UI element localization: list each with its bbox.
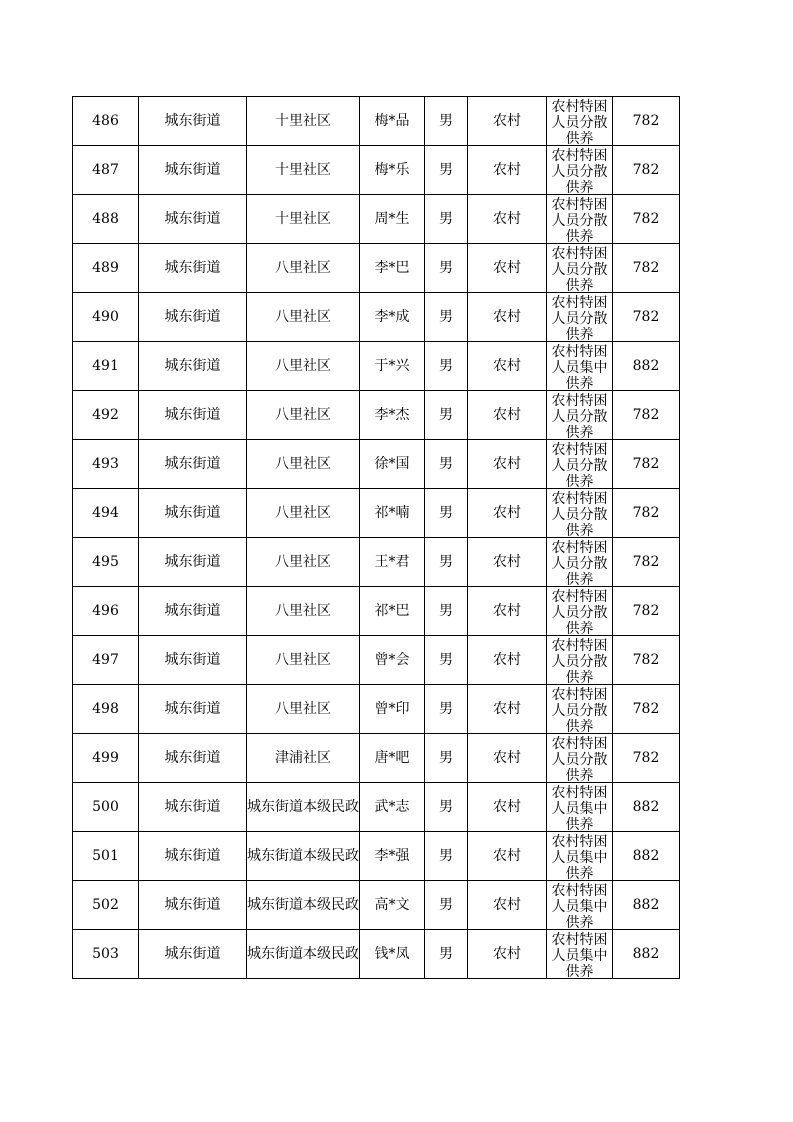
row-number-cell: 496 <box>73 587 139 636</box>
person-name-cell: 唐*吧 <box>360 734 425 783</box>
gender-cell: 男 <box>425 783 468 832</box>
support-category-cell <box>547 97 613 146</box>
support-category-cell <box>547 244 613 293</box>
community-cell: 八里社区 <box>247 489 360 538</box>
area-type-cell: 农村 <box>468 636 547 685</box>
row-number-cell: 488 <box>73 195 139 244</box>
amount-cell: 782 <box>613 489 680 538</box>
gender-cell: 男 <box>425 930 468 979</box>
row-number-cell: 502 <box>73 881 139 930</box>
support-category-text: 农村特困人员分散供养 <box>551 245 608 292</box>
support-category-text: 农村特困人员分散供养 <box>551 686 608 733</box>
support-category-text: 农村特困人员分散供养 <box>551 147 608 194</box>
amount-cell: 782 <box>613 440 680 489</box>
roster-body <box>73 97 680 979</box>
amount-cell: 882 <box>613 881 680 930</box>
street-cell: 城东街道 <box>139 440 247 489</box>
row-number-cell: 501 <box>73 832 139 881</box>
area-type-cell: 农村 <box>468 391 547 440</box>
street-cell: 城东街道 <box>139 538 247 587</box>
area-type-cell: 农村 <box>468 538 547 587</box>
table-row <box>73 195 680 244</box>
area-type-cell: 农村 <box>468 734 547 783</box>
support-category-text: 农村特困人员分散供养 <box>551 392 608 439</box>
row-number-cell: 486 <box>73 97 139 146</box>
person-name-cell: 高*文 <box>360 881 425 930</box>
amount-cell: 782 <box>613 146 680 195</box>
area-type-cell: 农村 <box>468 195 547 244</box>
gender-cell: 男 <box>425 244 468 293</box>
support-category-text: 农村特困人员分散供养 <box>551 637 608 684</box>
row-number-cell: 487 <box>73 146 139 195</box>
person-name-cell: 于*兴 <box>360 342 425 391</box>
community-cell: 八里社区 <box>247 391 360 440</box>
gender-cell: 男 <box>425 538 468 587</box>
area-type-cell: 农村 <box>468 293 547 342</box>
area-type-cell: 农村 <box>468 97 547 146</box>
support-category-cell <box>547 146 613 195</box>
street-cell: 城东街道 <box>139 97 247 146</box>
person-name-cell: 李*成 <box>360 293 425 342</box>
support-category-cell <box>547 636 613 685</box>
table-row <box>73 881 680 930</box>
street-cell: 城东街道 <box>139 342 247 391</box>
support-category-text: 农村特困人员集中供养 <box>551 833 608 880</box>
street-cell: 城东街道 <box>139 734 247 783</box>
community-cell: 八里社区 <box>247 293 360 342</box>
support-category-cell <box>547 832 613 881</box>
area-type-cell: 农村 <box>468 930 547 979</box>
amount-cell: 782 <box>613 97 680 146</box>
area-type-cell: 农村 <box>468 146 547 195</box>
community-cell: 十里社区 <box>247 195 360 244</box>
support-category-text: 农村特困人员集中供养 <box>551 784 608 831</box>
row-number-cell: 491 <box>73 342 139 391</box>
community-cell: 十里社区 <box>247 146 360 195</box>
area-type-cell: 农村 <box>468 783 547 832</box>
support-category-text: 农村特困人员分散供养 <box>551 735 608 782</box>
table-row <box>73 293 680 342</box>
gender-cell: 男 <box>425 293 468 342</box>
table-row <box>73 832 680 881</box>
support-category-text: 农村特困人员分散供养 <box>551 539 608 586</box>
street-cell: 城东街道 <box>139 391 247 440</box>
person-name-cell: 李*强 <box>360 832 425 881</box>
community-cell: 八里社区 <box>247 538 360 587</box>
street-cell: 城东街道 <box>139 293 247 342</box>
amount-cell: 782 <box>613 391 680 440</box>
street-cell: 城东街道 <box>139 636 247 685</box>
person-name-cell: 李*杰 <box>360 391 425 440</box>
community-cell: 十里社区 <box>247 97 360 146</box>
support-category-text: 农村特困人员分散供养 <box>551 196 608 243</box>
amount-cell: 782 <box>613 734 680 783</box>
community-cell: 城东街道本级民政 <box>247 783 360 832</box>
amount-cell: 882 <box>613 342 680 391</box>
support-category-text: 农村特困人员分散供养 <box>551 588 608 635</box>
area-type-cell: 农村 <box>468 881 547 930</box>
gender-cell: 男 <box>425 685 468 734</box>
person-name-cell: 李*巴 <box>360 244 425 293</box>
support-category-text: 农村特困人员集中供养 <box>551 931 608 978</box>
support-category-cell <box>547 195 613 244</box>
gender-cell: 男 <box>425 734 468 783</box>
table-row <box>73 489 680 538</box>
table-row <box>73 930 680 979</box>
community-cell: 八里社区 <box>247 685 360 734</box>
support-category-text: 农村特困人员分散供养 <box>551 490 608 537</box>
row-number-cell: 500 <box>73 783 139 832</box>
person-name-cell: 梅*乐 <box>360 146 425 195</box>
table-row <box>73 391 680 440</box>
amount-cell: 782 <box>613 587 680 636</box>
row-number-cell: 499 <box>73 734 139 783</box>
community-cell: 城东街道本级民政 <box>247 832 360 881</box>
support-category-text: 农村特困人员分散供养 <box>551 98 608 145</box>
support-category-text: 农村特困人员分散供养 <box>551 441 608 488</box>
amount-cell: 882 <box>613 832 680 881</box>
row-number-cell: 494 <box>73 489 139 538</box>
table-row <box>73 587 680 636</box>
gender-cell: 男 <box>425 832 468 881</box>
amount-cell: 882 <box>613 930 680 979</box>
table-row <box>73 538 680 587</box>
community-cell: 城东街道本级民政 <box>247 930 360 979</box>
table-row <box>73 685 680 734</box>
row-number-cell: 495 <box>73 538 139 587</box>
table-row <box>73 783 680 832</box>
person-name-cell: 徐*国 <box>360 440 425 489</box>
street-cell: 城东街道 <box>139 146 247 195</box>
row-number-cell: 498 <box>73 685 139 734</box>
table-row <box>73 146 680 195</box>
support-category-cell <box>547 881 613 930</box>
street-cell: 城东街道 <box>139 832 247 881</box>
support-category-text: 农村特困人员集中供养 <box>551 882 608 929</box>
gender-cell: 男 <box>425 587 468 636</box>
amount-cell: 782 <box>613 636 680 685</box>
roster-table <box>72 96 680 979</box>
person-name-cell: 曾*会 <box>360 636 425 685</box>
community-cell: 八里社区 <box>247 342 360 391</box>
gender-cell: 男 <box>425 195 468 244</box>
amount-cell: 882 <box>613 783 680 832</box>
gender-cell: 男 <box>425 342 468 391</box>
community-cell: 八里社区 <box>247 440 360 489</box>
table-row <box>73 440 680 489</box>
amount-cell: 782 <box>613 685 680 734</box>
community-cell: 八里社区 <box>247 636 360 685</box>
gender-cell: 男 <box>425 146 468 195</box>
support-category-cell <box>547 440 613 489</box>
support-category-cell <box>547 783 613 832</box>
person-name-cell: 祁*喃 <box>360 489 425 538</box>
support-category-cell <box>547 293 613 342</box>
area-type-cell: 农村 <box>468 489 547 538</box>
support-category-cell <box>547 391 613 440</box>
table-row <box>73 342 680 391</box>
street-cell: 城东街道 <box>139 783 247 832</box>
support-category-text: 农村特困人员集中供养 <box>551 343 608 390</box>
street-cell: 城东街道 <box>139 244 247 293</box>
support-category-cell <box>547 685 613 734</box>
row-number-cell: 493 <box>73 440 139 489</box>
street-cell: 城东街道 <box>139 881 247 930</box>
person-name-cell: 梅*品 <box>360 97 425 146</box>
area-type-cell: 农村 <box>468 342 547 391</box>
street-cell: 城东街道 <box>139 930 247 979</box>
street-cell: 城东街道 <box>139 195 247 244</box>
amount-cell: 782 <box>613 538 680 587</box>
gender-cell: 男 <box>425 97 468 146</box>
person-name-cell: 祁*巴 <box>360 587 425 636</box>
table-row <box>73 244 680 293</box>
person-name-cell: 周*生 <box>360 195 425 244</box>
amount-cell: 782 <box>613 195 680 244</box>
street-cell: 城东街道 <box>139 587 247 636</box>
row-number-cell: 489 <box>73 244 139 293</box>
support-category-cell <box>547 489 613 538</box>
table-row <box>73 734 680 783</box>
support-category-cell <box>547 342 613 391</box>
row-number-cell: 497 <box>73 636 139 685</box>
community-cell: 八里社区 <box>247 587 360 636</box>
amount-cell: 782 <box>613 244 680 293</box>
area-type-cell: 农村 <box>468 832 547 881</box>
area-type-cell: 农村 <box>468 685 547 734</box>
person-name-cell: 曾*印 <box>360 685 425 734</box>
gender-cell: 男 <box>425 881 468 930</box>
table-row <box>73 636 680 685</box>
community-cell: 八里社区 <box>247 244 360 293</box>
gender-cell: 男 <box>425 440 468 489</box>
person-name-cell: 武*志 <box>360 783 425 832</box>
gender-cell: 男 <box>425 489 468 538</box>
gender-cell: 男 <box>425 636 468 685</box>
table-row <box>73 97 680 146</box>
row-number-cell: 503 <box>73 930 139 979</box>
support-category-text: 农村特困人员分散供养 <box>551 294 608 341</box>
area-type-cell: 农村 <box>468 587 547 636</box>
street-cell: 城东街道 <box>139 489 247 538</box>
support-category-cell <box>547 587 613 636</box>
street-cell: 城东街道 <box>139 685 247 734</box>
community-cell: 城东街道本级民政 <box>247 881 360 930</box>
area-type-cell: 农村 <box>468 440 547 489</box>
gender-cell: 男 <box>425 391 468 440</box>
person-name-cell: 钱*凤 <box>360 930 425 979</box>
support-category-cell <box>547 930 613 979</box>
support-category-cell <box>547 734 613 783</box>
community-cell: 津浦社区 <box>247 734 360 783</box>
row-number-cell: 492 <box>73 391 139 440</box>
person-name-cell: 王*君 <box>360 538 425 587</box>
area-type-cell: 农村 <box>468 244 547 293</box>
row-number-cell: 490 <box>73 293 139 342</box>
amount-cell: 782 <box>613 293 680 342</box>
support-category-cell <box>547 538 613 587</box>
